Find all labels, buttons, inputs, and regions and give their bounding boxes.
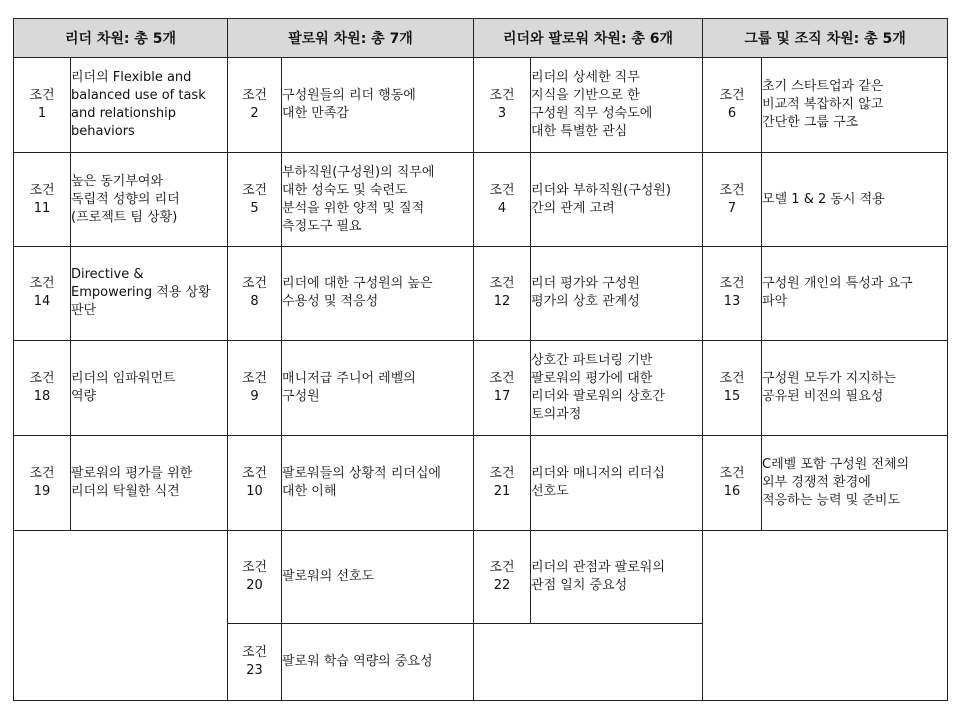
condition-number: 19 — [33, 484, 51, 500]
condition-prefix: 조건 — [719, 88, 745, 104]
empty-cell — [474, 624, 703, 701]
condition-id — [228, 153, 282, 247]
condition-prefix: 조건 — [241, 88, 268, 104]
condition-number: 4 — [497, 200, 507, 216]
condition-text: 상호간 파트너링 기반 팔로워의 평가에 대한 리더와 팔로워의 상호간 토의과정 — [531, 340, 703, 435]
condition-id — [703, 340, 762, 435]
condition-number: 8 — [250, 294, 259, 310]
condition-text: 팔로워들의 상황적 리더십에 대한 이해 — [282, 435, 474, 531]
condition-number: 3 — [497, 106, 507, 122]
condition-number: 13 — [723, 294, 741, 310]
condition-text: 구성원 모두가 지지하는 공유된 비전의 필요성 — [762, 340, 948, 435]
conditions-table — [13, 18, 948, 701]
condition-prefix: 조건 — [241, 560, 268, 576]
condition-prefix: 조건 — [29, 88, 55, 104]
condition-number: 5 — [250, 200, 259, 216]
empty-cell — [14, 531, 228, 701]
condition-number: 14 — [33, 294, 51, 310]
condition-id — [228, 246, 282, 340]
condition-prefix: 조건 — [489, 466, 515, 482]
condition-text: 구성원들의 리더 행동에 대한 만족감 — [282, 58, 474, 153]
condition-text: 구성원 개인의 특성과 요구 파악 — [762, 246, 948, 340]
condition-prefix: 조건 — [489, 370, 515, 386]
condition-number: 9 — [250, 388, 259, 404]
condition-prefix: 조건 — [29, 182, 55, 198]
condition-text: 리더에 대한 구성원의 높은 수용성 및 적응성 — [282, 246, 474, 340]
condition-text: 초기 스타트업과 같은 비교적 복잡하지 않고 간단한 그룹 구조 — [762, 58, 948, 153]
table-row — [14, 153, 948, 247]
condition-text: 팔로워 학습 역량의 중요성 — [282, 624, 474, 701]
header-group-org: 그룹 및 조직 차원: 총 5개 — [703, 19, 948, 58]
condition-prefix: 조건 — [489, 276, 515, 292]
condition-id — [14, 153, 71, 247]
condition-id — [474, 531, 531, 624]
condition-text: 리더의 관점과 팔로워의 관점 일치 중요성 — [531, 531, 703, 624]
condition-prefix: 조건 — [489, 88, 515, 104]
condition-prefix: 조건 — [241, 466, 268, 482]
condition-text: 모델 1 & 2 동시 적용 — [762, 153, 948, 247]
condition-number: 20 — [246, 578, 263, 594]
condition-number: 7 — [727, 200, 737, 216]
condition-prefix: 조건 — [489, 560, 515, 576]
condition-text: 팔로워의 선호도 — [282, 531, 474, 624]
condition-prefix: 조건 — [29, 276, 55, 292]
condition-id — [14, 340, 71, 435]
table-row — [14, 246, 948, 340]
condition-number: 16 — [723, 484, 741, 500]
condition-text: 매니저급 주니어 레벨의 구성원 — [282, 340, 474, 435]
condition-number: 6 — [727, 106, 737, 122]
condition-prefix: 조건 — [719, 182, 745, 198]
header-leader-follower: 리더와 팔로워 차원: 총 6개 — [474, 19, 703, 58]
condition-id — [703, 58, 762, 153]
condition-number: 1 — [37, 106, 47, 122]
condition-id — [474, 153, 531, 247]
table-row — [14, 58, 948, 153]
condition-prefix: 조건 — [241, 182, 268, 198]
header-leader: 리더 차원: 총 5개 — [14, 19, 228, 58]
condition-number: 15 — [723, 388, 741, 404]
condition-prefix: 조건 — [719, 370, 745, 386]
header-follower: 팔로워 차원: 총 7개 — [228, 19, 474, 58]
condition-prefix: 조건 — [719, 276, 745, 292]
condition-id — [474, 58, 531, 153]
condition-id — [474, 340, 531, 435]
condition-id — [228, 531, 282, 624]
condition-text: 리더의 임파워먼트 역량 — [71, 340, 228, 435]
condition-number: 22 — [493, 578, 511, 594]
condition-text: Directive & Empowering 적용 상황 판단 — [71, 246, 228, 340]
condition-number: 17 — [493, 388, 511, 404]
header-row — [14, 19, 948, 58]
condition-id — [474, 246, 531, 340]
condition-number: 10 — [246, 484, 263, 500]
condition-prefix: 조건 — [241, 370, 268, 386]
condition-id — [14, 58, 71, 153]
condition-text: 리더 평가와 구성원 평가의 상호 관계성 — [531, 246, 703, 340]
condition-prefix: 조건 — [241, 276, 268, 292]
table-row — [14, 531, 948, 624]
condition-prefix: 조건 — [241, 645, 268, 661]
condition-prefix: 조건 — [489, 182, 515, 198]
condition-prefix: 조건 — [29, 370, 55, 386]
condition-number: 2 — [250, 106, 259, 122]
condition-number: 11 — [33, 200, 51, 216]
condition-prefix: 조건 — [29, 466, 55, 482]
condition-id — [703, 435, 762, 531]
condition-text: 팔로워의 평가를 위한 리더의 탁월한 식견 — [71, 435, 228, 531]
condition-text: 리더의 Flexible and balanced use of task and relationship behaviors — [71, 58, 228, 153]
condition-id — [703, 153, 762, 247]
condition-id — [228, 340, 282, 435]
condition-number: 21 — [493, 484, 511, 500]
condition-text: 리더와 매니저의 리더십 선호도 — [531, 435, 703, 531]
condition-text: 부하직원(구성원)의 직무에 대한 성숙도 및 숙련도 분석을 위한 양적 및 질적 측정도구 필요 — [282, 153, 474, 247]
condition-number: 12 — [493, 294, 511, 310]
condition-text: 높은 동기부여와 독립적 성향의 리더 (프로젝트 팀 상황) — [71, 153, 228, 247]
condition-id — [14, 246, 71, 340]
condition-id — [228, 624, 282, 701]
condition-id — [228, 58, 282, 153]
table-body — [14, 58, 948, 701]
condition-number: 18 — [33, 388, 51, 404]
condition-prefix: 조건 — [719, 466, 745, 482]
condition-id — [703, 246, 762, 340]
condition-id — [228, 435, 282, 531]
condition-number: 23 — [246, 663, 263, 679]
empty-cell — [703, 531, 948, 701]
condition-text: 리더와 부하직원(구성원) 간의 관계 고려 — [531, 153, 703, 247]
condition-id — [474, 435, 531, 531]
condition-text: C레벨 포함 구성원 전체의 외부 경쟁적 환경에 적응하는 능력 및 준비도 — [762, 435, 948, 531]
condition-text: 리더의 상세한 직무 지식을 기반으로 한 구성원 직무 성숙도에 대한 특별한 관심 — [531, 58, 703, 153]
table-row — [14, 435, 948, 531]
condition-id — [14, 435, 71, 531]
table-row — [14, 340, 948, 435]
